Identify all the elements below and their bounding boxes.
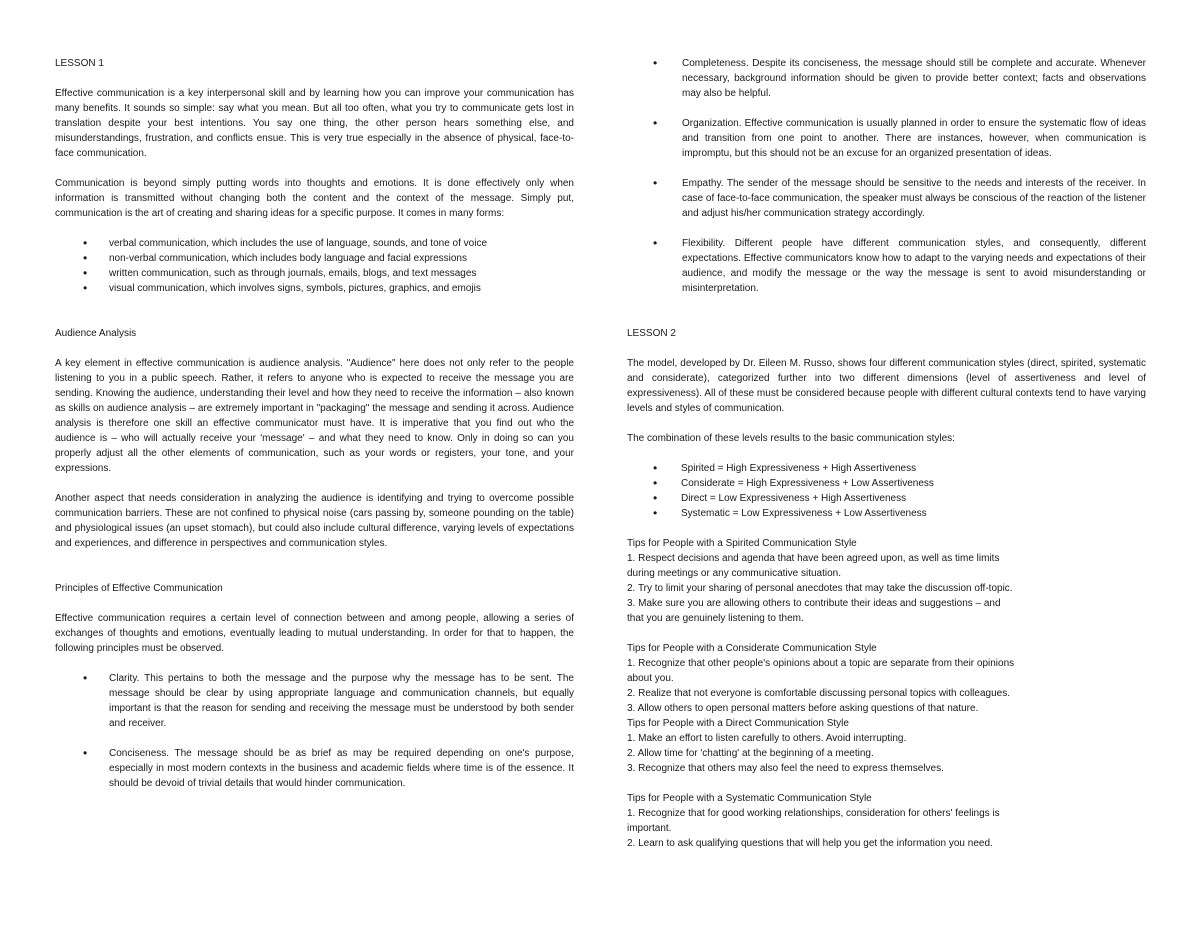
- list-item: • Completeness. Despite its conciseness, the message should still be complete and accurate. Whenever necessary, background information should be given to provide better context; facts and observations may also be helpful.: [627, 56, 1146, 101]
- tips-line: 3. Allow others to open personal matters before asking questions of that nature.: [627, 703, 979, 714]
- tips-line: Tips for People with a Direct Communication Style: [627, 718, 849, 729]
- audience-analysis-paragraph: A key element in effective communication is audience analysis. "Audience" here does not only refer to the people listening to you in a public speech. Rather, it refers to anyone who is expected to receive the message you are sending. Knowing the audience, understanding their level and how they need to receive the information – also known as skills on audience analysis – are extremely important in "packaging" the message and sending it across. Audience analysis is therefore one skill an effective communicator must have. It is imperative that you find out who the audience is – who will actually receive your 'message' – and what they need to know. Only in doing so can you properly adjust all the other elements of communication, such as your words or registers, your tone, and your expressions.: [55, 358, 574, 474]
- list-item: • verbal communication, which includes the use of language, sounds, and tone of voice: [55, 236, 574, 251]
- list-item: • non-verbal communication, which includes body language and facial expressions: [55, 251, 574, 266]
- tips-line: Tips for People with a Spirited Communication Style: [627, 538, 857, 549]
- principles-heading: Principles of Effective Communication: [55, 583, 223, 594]
- lesson2-heading: LESSON 2: [627, 328, 676, 339]
- list-item: • Flexibility. Different people have different communication styles, and consequently, different expectations. Effective communicators know how to adapt to the varying needs and expectations of their audience, and modify the message or the way the message is sent to avoid misunderstanding or misinterpretation.: [627, 236, 1146, 296]
- communication-forms-list: [55, 236, 574, 296]
- principles-intro-paragraph: Effective communication requires a certain level of connection between and among people, allowing a series of exchanges of thoughts and emotions, eventually leading to mutual understanding. In order for that to happen, the following principles must be observed.: [55, 613, 574, 654]
- tips-line: 3. Recognize that others may also feel the need to express themselves.: [627, 763, 944, 774]
- tips-line: during meetings or any communicative situation.: [627, 568, 841, 579]
- tips-line: 1. Recognize that for good working relationships, consideration for others' feelings is: [627, 808, 1000, 819]
- list-item: • written communication, such as through journals, emails, blogs, and text messages: [55, 266, 574, 281]
- tips-line: that you are genuinely listening to them.: [627, 613, 804, 624]
- tips-line: 1. Respect decisions and agenda that have been agreed upon, as well as time limits: [627, 553, 1000, 564]
- right-column: [627, 56, 1146, 851]
- systematic-tips-block: [627, 791, 1146, 851]
- tips-line: Tips for People with a Considerate Communication Style: [627, 643, 877, 654]
- list-item: • Empathy. The sender of the message should be sensitive to the needs and interests of the receiver. In case of face-to-face communication, the speaker must always be conscious of the reaction of the listener and adjust his/her communication strategy accordingly.: [627, 176, 1146, 221]
- list-item: • Spirited = High Expressiveness + High Assertiveness: [627, 461, 1146, 476]
- communication-barriers-paragraph: Another aspect that needs consideration in analyzing the audience is identifying and trying to overcome possible communication barriers. These are not confined to physical noise (cars passing by, someone pounding on the table) and physiological issues (an upset stomach), but could also include cultural difference, varying levels of expectations and experiences, and difference in perspectives and communication styles.: [55, 493, 574, 549]
- tips-line: 3. Make sure you are allowing others to contribute their ideas and suggestions – and: [627, 598, 1001, 609]
- left-column: [55, 56, 574, 791]
- principles-list-continued: [627, 56, 1146, 296]
- tips-line: 2. Learn to ask qualifying questions that will help you get the information you need.: [627, 838, 993, 849]
- tips-line: 1. Recognize that other people's opinions about a topic are separate from their opinions: [627, 658, 1015, 669]
- tips-line: 2. Try to limit your sharing of personal anecdotes that may take the discussion off-topic.: [627, 583, 1013, 594]
- list-item: • Considerate = High Expressiveness + Low Assertiveness: [627, 476, 1146, 491]
- list-item: • Organization. Effective communication is usually planned in order to ensure the systematic flow of ideas and transition from one point to another. There are instances, however, when communication is impromptu, but this should not be an excuse for an organized presentation of ideas.: [627, 116, 1146, 161]
- list-item: • Conciseness. The message should be as brief as may be required depending on one's purpose, especially in most modern contexts in the business and academic fields where time is of the essence. It should be devoid of trivial details that would hinder communication.: [55, 746, 574, 791]
- list-item: • Systematic = Low Expressiveness + Low Assertiveness: [627, 506, 1146, 521]
- list-item: • Clarity. This pertains to both the message and the purpose why the message has to be sent. The message should be clear by using appropriate language and communication channels, but equally important is that the reason for sending and receiving the message must be understood by both sender and receiver.: [55, 671, 574, 731]
- list-item: • Direct = Low Expressiveness + High Assertiveness: [627, 491, 1146, 506]
- tips-line: 2. Allow time for 'chatting' at the beginning of a meeting.: [627, 748, 874, 759]
- spirited-tips-block: [627, 536, 1146, 626]
- lesson1-intro-paragraph: Effective communication is a key interpersonal skill and by learning how you can improve your communication has many benefits. It sounds so simple: say what you mean. But all too often, what you try to communicate gets lost in translation despite your best intentions. You say one thing, the other person hears something else, and misunderstandings, frustration, and conflicts ensue. This is very true especially in the absence of physical, face-to-face communication.: [55, 88, 574, 159]
- considerate-direct-tips-block: [627, 641, 1146, 776]
- list-item: • visual communication, which involves signs, symbols, pictures, graphics, and emojis: [55, 281, 574, 296]
- russo-model-paragraph: The model, developed by Dr. Eileen M. Russo, shows four different communication styles (direct, spirited, systematic and considerate), categorized further into two different dimensions (level of assertiveness and level of expressiveness). All of these must be considered because people with different cultural contexts tend to have varying levels and styles of communication.: [627, 358, 1146, 414]
- tips-line: important.: [627, 823, 672, 834]
- tips-line: about you.: [627, 673, 674, 684]
- communication-definition-paragraph: Communication is beyond simply putting words into thoughts and emotions. It is done effectively only when information is transmitted without changing both the content and the context of the message. Simply put, communication is the art of creating and sharing ideas for a specific purpose. It comes in many forms:: [55, 178, 574, 219]
- tips-line: 1. Make an effort to listen carefully to others. Avoid interrupting.: [627, 733, 907, 744]
- audience-analysis-heading: Audience Analysis: [55, 328, 137, 339]
- tips-line: 2. Realize that not everyone is comfortable discussing personal topics with colleagues.: [627, 688, 1010, 699]
- principles-list: [55, 671, 574, 791]
- lesson1-heading: LESSON 1: [55, 58, 104, 69]
- styles-intro-paragraph: The combination of these levels results to the basic communication styles:: [627, 433, 955, 444]
- tips-line: Tips for People with a Systematic Communication Style: [627, 793, 872, 804]
- communication-styles-list: [627, 461, 1146, 521]
